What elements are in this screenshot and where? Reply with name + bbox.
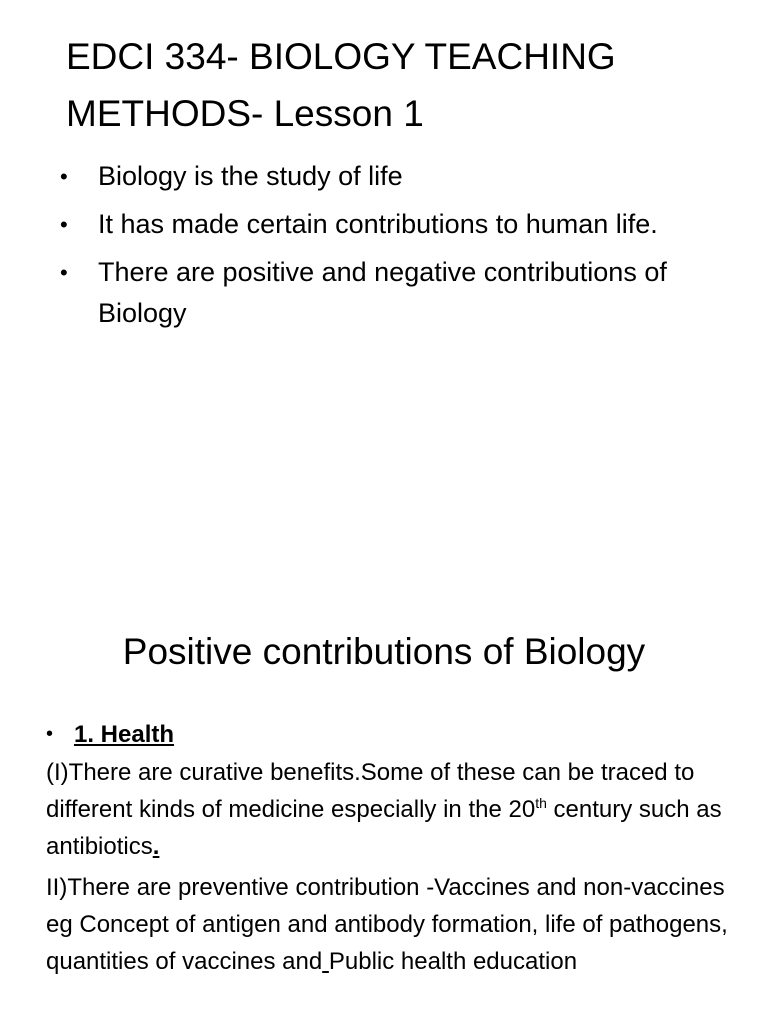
- paragraph-text-tail: century such as antibiotics: [46, 796, 722, 860]
- bullet-dot-icon: •: [60, 212, 68, 237]
- slide-1-bullet-list: [56, 156, 736, 341]
- bullet-dot-icon: •: [60, 260, 68, 285]
- slide-2: [0, 576, 768, 1024]
- bullet-item: [56, 156, 736, 197]
- paragraph-text: (I)There are curative benefits.Some of these can be traced to different kinds of medicine especially in the 20: [46, 759, 695, 823]
- underlined-space: [322, 948, 329, 975]
- slide-1-title: EDCI 334- BIOLOGY TEACHING METHODS- Lesson 1: [66, 36, 616, 134]
- slide-2-content: [46, 716, 736, 984]
- paragraph-text-tail: Public health education: [328, 948, 578, 975]
- paragraph-curative: [46, 754, 736, 865]
- bullet-item: [56, 204, 736, 245]
- bullet-text: There are positive and negative contributions of Biology: [98, 257, 667, 328]
- bullet-text: It has made certain contributions to human life.: [98, 209, 658, 239]
- underlined-period: .: [152, 833, 160, 860]
- paragraph-preventive: [46, 869, 736, 980]
- superscript-th: th: [535, 795, 547, 811]
- slide-2-title: Positive contributions of Biology: [122, 631, 646, 672]
- bullet-dot-icon: •: [60, 164, 68, 189]
- paragraph-text: II)There are preventive contribution -Vaccines and non-vaccines eg Concept of antigen and antibody formation, life of pathogens, quantities of vaccines and: [46, 874, 728, 975]
- section-heading-row: [46, 716, 736, 754]
- bullet-dot-icon: •: [46, 723, 54, 745]
- section-heading: 1. Health: [74, 721, 175, 748]
- bullet-text: Biology is the study of life: [98, 161, 403, 191]
- bullet-item: [56, 252, 736, 334]
